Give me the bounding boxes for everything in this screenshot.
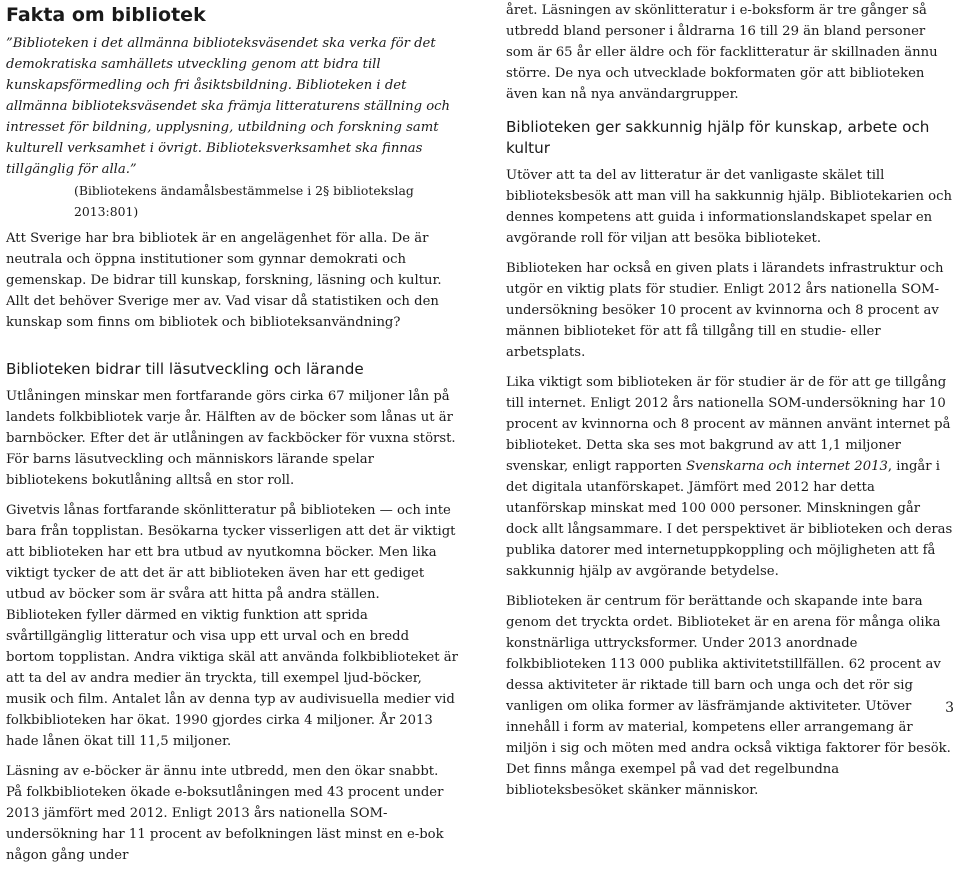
quote-source: (Bibliotekens ändamålsbestämmelse i 2§ bibliotekslag 2013:801)	[74, 183, 414, 219]
intro-paragraph: Att Sverige har bra bibliotek är en angelägenhet för alla. De är neutrala och öppna institutioner som gynnar demokrati och gemenskap. De bidrar till kunskap, forskning, läsning och kultur. Allt det behöver Sverige mer av. Vad visar då statistiken och den kunskap som finns om bibliotek och biblioteksanvändning?	[6, 231, 442, 330]
paragraph-culture: Biblioteken är centrum för berättande och skapande inte bara genom det tryckta ordet. Biblioteket är en arena för många olika konstnärliga uttrycksformer. Under 2013 anordnade folkbiblioteken 113 000 publika aktivitetstillfällen. 62 procent av dessa aktiviteter är riktade till barn och unga och det rör sig vanligen om olika former av läsfrämjande aktiviteter. Utöver innehåll i form av material, kompetens eller arrangemang är miljön i sig och möten med andra också viktiga faktorer för besök. Det finns många exempel på vad det regelbundna biblioteksbesöket skänker människor.	[506, 594, 951, 798]
paragraph-study-place: Biblioteken har också en given plats i lärandets infrastruktur och utgör en viktig plats för studier. Enligt 2012 års nationella SOM-undersökning besöker 10 procent av kvinnorna och 8 procent av männen biblioteket för att få tillgång till en studie- eller arbetsplats.	[506, 261, 944, 360]
paragraph-fiction: Givetvis lånas fortfarande skönlitteratur på biblioteken — och inte bara från topplistan. Besökarna tycker visserligen att det är viktigt att biblioteken har ett bra utbud av nyutkomna böcker. Men lika viktigt tycker de att det är att biblioteken även har ett gediget utbud av böcker som är svåra att hitta på andra ställen. Biblioteken fyller därmed en viktig funktion att sprida svårtillgänglig litteratur och visa upp ett urval och en bredd bortom topplistan. Andra viktiga skäl att använda folkbiblioteket är att ta del av andra medier än tryckta, till exempel ljud-böcker, musik och film. Antalet lån av denna typ av audivisuella medier vid folkbiblioteken har ökat. 1990 gjordes cirka 4 miljoner. År 2013 hade lånen ökat till 11,5 miljoner.	[6, 503, 458, 749]
paragraph-ebooks: Läsning av e-böcker är ännu inte utbredd, men den ökar snabbt. På folkbiblioteken ökade e-boksutlåningen med 43 procent under 2013 jämfört med 2012. Enligt 2013 års nationella SOM-undersökning har 11 procent av befolkningen läst minst en e-bok någon gång under	[6, 764, 444, 863]
section-heading-reading: Biblioteken bidrar till läsutveckling och lärande	[6, 360, 364, 378]
right-column	[506, 0, 954, 810]
page-number: 3	[945, 700, 954, 716]
law-quote: ”Biblioteken i det allmänna biblioteksväsendet ska verka för det demokratiska samhällets utveckling genom att bidra till kunskapsförmedling och fri åsiktsbildning. Biblioteken i det allmänna biblioteksväsendet ska främja litteraturens ställning och intresset för bildning, upplysning, utbildning och forskning samt kulturell verksamhet i övrigt. Biblioteksverksamhet ska finnas tillgänglig för alla.”	[6, 36, 451, 177]
paragraph-lending: Utlåningen minskar men fortfarande görs cirka 67 miljoner lån på landets folkbibliotek varje år. Hälften av de böcker som lånas ut är barnböcker. Efter det är utlåningen av fackböcker för vuxna störst. För barns läsutveckling och människors lärande spelar bibliotekens bokutlåning alltså en stor roll.	[6, 389, 456, 488]
paragraph-ebooks-continued: året. Läsningen av skönlitteratur i e-boksform är tre gånger så utbredd bland personer i åldrarna 16 till 29 än bland personer som är 65 år eller äldre och för facklitteratur är skillnaden ännu större. De nya och utvecklade bokformaten gör att biblioteken även kan nå nya användargrupper.	[506, 3, 938, 102]
internet-text-a: Lika viktigt som biblioteken är för studier är de för att ge tillgång till internet. Enligt 2012 års nationella SOM-undersökning har 10 procent av kvinnorna och 8 procent av männen använt internet på biblioteket. Detta ska ses mot bakgrund av att 1,1 miljoner svenskar, enligt rapporten	[506, 375, 951, 474]
left-column	[6, 0, 458, 875]
section-heading-expert-help: Biblioteken ger sakkunnig hjälp för kunskap, arbete och kultur	[506, 118, 930, 157]
paragraph-expert-help: Utöver att ta del av litteratur är det vanligaste skälet till biblioteksbesök att man vill ha sakkunnig hjälp. Bibliotekarien och dennes kompetens att guida i informationslandskapet spelar en avgörande roll för viljan att besöka biblioteket.	[506, 168, 952, 246]
report-title: Svenskarna och internet 2013	[686, 459, 888, 474]
page-title: Fakta om bibliotek	[6, 4, 206, 26]
internet-text-b: , ingår i det digitala utanförskapet. Jämfört med 2012 har detta utanförskap minskat med 100 000 personer. Minskningen går dock allt långsammare. I det perspektivet är biblioteken och deras publika datorer med internetuppkoppling och möjligheten att få sakkunnig hjälp av avgörande betydelse.	[506, 459, 953, 579]
paragraph-internet	[506, 372, 954, 582]
